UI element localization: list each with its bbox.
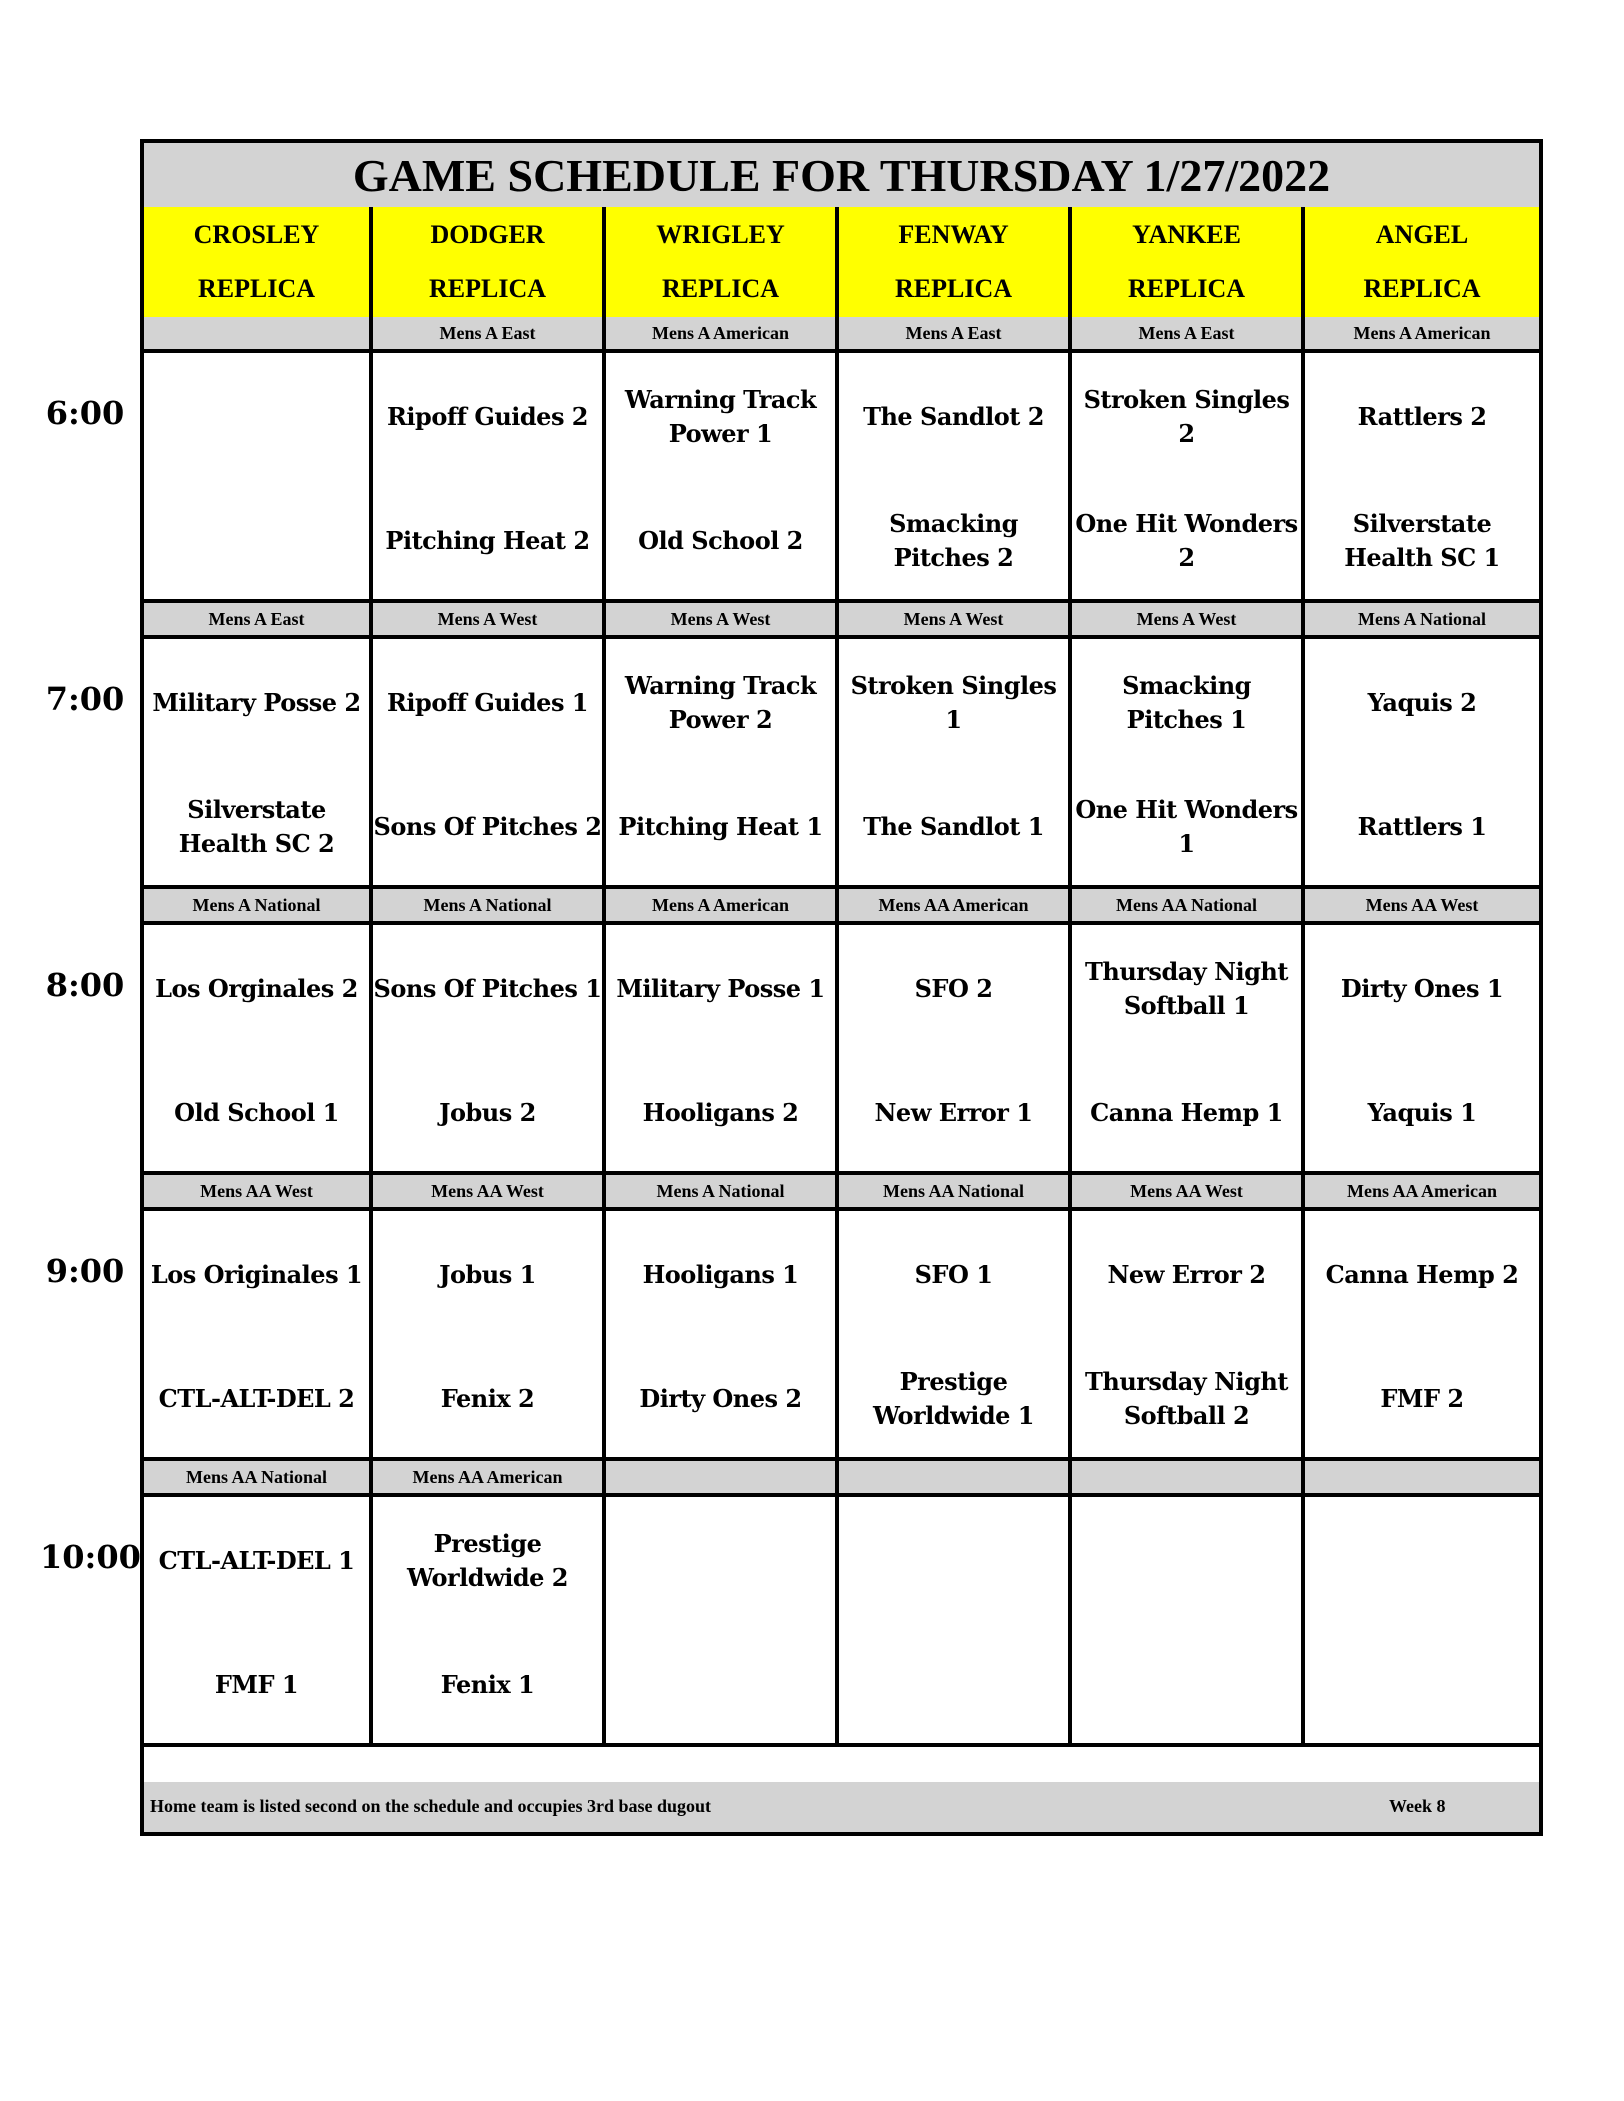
field-header-yankee	[1072, 207, 1305, 321]
division-label: Mens A East	[373, 317, 606, 353]
game-cell	[606, 1211, 839, 1461]
away-team: Warning Track Power 1	[624, 385, 817, 448]
home-team: Canna Hemp 1	[1090, 1098, 1283, 1127]
game-cell	[839, 925, 1072, 1175]
division-label: Mens AA West	[144, 1175, 373, 1211]
division-label: Mens A West	[373, 603, 606, 639]
field-subtitle: REPLICA	[428, 274, 546, 303]
division-label: Mens A West	[1072, 603, 1305, 639]
field-subtitle: REPLICA	[661, 274, 779, 303]
division-label: Mens AA National	[144, 1461, 373, 1497]
away-team: Hooligans 1	[642, 1260, 799, 1289]
home-team-note: Home team is listed second on the schedule and occupies 3rd base dugout	[150, 1796, 712, 1816]
home-team: Silverstate Health SC 2	[178, 795, 335, 858]
division-label: Mens A National	[606, 1175, 839, 1211]
schedule-table	[140, 139, 1543, 1836]
division-label: Mens A American	[606, 317, 839, 353]
home-team: Fenix 2	[440, 1384, 535, 1413]
game-cell	[373, 353, 606, 603]
week-label: Week 8	[1389, 1796, 1446, 1816]
game-cell	[606, 925, 839, 1175]
game-cell	[1305, 925, 1539, 1175]
division-label: Mens AA National	[839, 1175, 1072, 1211]
division-label	[144, 317, 373, 353]
game-cell	[373, 925, 606, 1175]
home-team: Hooligans 2	[642, 1098, 799, 1127]
field-subtitle: REPLICA	[894, 274, 1012, 303]
game-cell	[839, 1497, 1072, 1747]
game-cell	[1305, 1211, 1539, 1461]
division-label: Mens AA American	[1305, 1175, 1539, 1211]
time-label: 9:00	[45, 1252, 125, 1290]
away-team: Stroken Singles 1	[850, 671, 1057, 734]
division-label: Mens A East	[839, 317, 1072, 353]
home-team: Silverstate Health SC 1	[1344, 509, 1500, 572]
home-team: Yaquis 1	[1367, 1098, 1477, 1127]
field-name: WRIGLEY	[656, 220, 785, 249]
time-label: 6:00	[45, 394, 125, 432]
home-team: One Hit Wonders 2	[1075, 509, 1298, 572]
game-cell	[839, 639, 1072, 889]
division-label: Mens AA National	[1072, 889, 1305, 925]
division-label: Mens A East	[1072, 317, 1305, 353]
home-team: Sons Of Pitches 2	[373, 812, 602, 841]
game-cell	[1305, 639, 1539, 889]
home-team: Dirty Ones 2	[639, 1384, 802, 1413]
division-label	[606, 1461, 839, 1497]
away-team: Los Orginales 2	[155, 974, 358, 1003]
field-header-dodger	[373, 207, 606, 321]
game-cell	[1072, 1211, 1305, 1461]
time-label: 10:00	[40, 1538, 141, 1576]
division-label: Mens AA American	[839, 889, 1072, 925]
away-team: The Sandlot 2	[863, 402, 1044, 431]
division-label: Mens A West	[839, 603, 1072, 639]
away-team: Warning Track Power 2	[624, 671, 817, 734]
away-team: Prestige Worldwide 2	[407, 1529, 568, 1592]
away-team: CTL-ALT-DEL 1	[158, 1546, 355, 1575]
field-header-crosley	[144, 207, 373, 321]
field-header-fenway	[839, 207, 1072, 321]
game-cell	[606, 353, 839, 603]
home-team: Fenix 1	[440, 1670, 535, 1699]
field-name: YANKEE	[1132, 220, 1241, 249]
away-team: Rattlers 2	[1357, 402, 1487, 431]
away-team: SFO 1	[914, 1260, 993, 1289]
away-team: Dirty Ones 1	[1340, 974, 1504, 1003]
game-cell	[606, 639, 839, 889]
division-label	[1305, 1461, 1539, 1497]
game-cell	[606, 1497, 839, 1747]
game-cell	[144, 1211, 373, 1461]
division-label: Mens AA West	[373, 1175, 606, 1211]
time-label: 7:00	[45, 680, 125, 718]
game-cell	[1072, 639, 1305, 889]
field-name: DODGER	[430, 220, 545, 249]
game-cell	[144, 1497, 373, 1747]
division-label	[1072, 1461, 1305, 1497]
game-cell	[144, 639, 373, 889]
home-team: FMF 2	[1380, 1384, 1464, 1413]
home-team: Pitching Heat 2	[385, 526, 590, 555]
home-team: Old School 1	[174, 1098, 339, 1127]
away-team: Ripoff Guides 1	[386, 688, 589, 717]
away-team: Canna Hemp 2	[1325, 1260, 1519, 1289]
game-cell	[1072, 1497, 1305, 1747]
game-cell	[1305, 353, 1539, 603]
game-cell	[1305, 1497, 1539, 1747]
home-team: Old School 2	[638, 526, 803, 555]
division-label: Mens A West	[606, 603, 839, 639]
away-team: Yaquis 2	[1367, 688, 1477, 717]
field-header-wrigley	[606, 207, 839, 321]
game-cell	[144, 925, 373, 1175]
game-cell	[1072, 925, 1305, 1175]
game-cell	[839, 1211, 1072, 1461]
home-team: Prestige Worldwide 1	[873, 1367, 1034, 1430]
away-team: Jobus 1	[439, 1260, 536, 1289]
away-team: SFO 2	[914, 974, 993, 1003]
division-label: Mens A National	[1305, 603, 1539, 639]
away-team: Ripoff Guides 2	[386, 402, 589, 431]
field-subtitle: REPLICA	[1127, 274, 1245, 303]
division-label: Mens A American	[1305, 317, 1539, 353]
home-team: Rattlers 1	[1357, 812, 1487, 841]
home-team: Jobus 2	[439, 1098, 536, 1127]
away-team: Los Originales 1	[150, 1260, 363, 1289]
away-team: Thursday Night Softball 1	[1085, 957, 1288, 1020]
time-label: 8:00	[45, 966, 125, 1004]
game-cell	[144, 353, 373, 603]
home-team: Smacking Pitches 2	[889, 509, 1018, 572]
home-team: CTL-ALT-DEL 2	[158, 1384, 355, 1413]
away-team: Military Posse 1	[616, 974, 825, 1003]
away-team: Sons Of Pitches 1	[373, 974, 602, 1003]
field-name: FENWAY	[898, 220, 1009, 249]
schedule-footer	[144, 1782, 1539, 1832]
away-team: Smacking Pitches 1	[1122, 671, 1251, 734]
game-cell	[1072, 353, 1305, 603]
division-label: Mens AA West	[1305, 889, 1539, 925]
away-team: New Error 2	[1107, 1260, 1266, 1289]
division-label: Mens A National	[373, 889, 606, 925]
schedule-title: GAME SCHEDULE FOR THURSDAY 1/27/2022	[144, 143, 1539, 211]
game-cell	[373, 1211, 606, 1461]
division-label: Mens A American	[606, 889, 839, 925]
home-team: One Hit Wonders 1	[1075, 795, 1298, 858]
home-team: FMF 1	[214, 1670, 299, 1699]
field-subtitle: REPLICA	[1363, 274, 1481, 303]
division-label: Mens AA American	[373, 1461, 606, 1497]
division-label: Mens AA West	[1072, 1175, 1305, 1211]
division-label: Mens A National	[144, 889, 373, 925]
game-cell	[373, 1497, 606, 1747]
field-name: CROSLEY	[193, 220, 320, 249]
division-label	[839, 1461, 1072, 1497]
field-subtitle: REPLICA	[197, 274, 315, 303]
game-cell	[373, 639, 606, 889]
home-team: Pitching Heat 1	[618, 812, 823, 841]
field-header-angel	[1305, 207, 1539, 321]
division-label: Mens A East	[144, 603, 373, 639]
away-team: Military Posse 2	[152, 688, 361, 717]
away-team: Stroken Singles 2	[1083, 385, 1290, 448]
home-team: Thursday Night Softball 2	[1085, 1367, 1288, 1430]
home-team: New Error 1	[874, 1098, 1033, 1127]
home-team: The Sandlot 1	[863, 812, 1044, 841]
game-cell	[839, 353, 1072, 603]
field-name: ANGEL	[1375, 220, 1469, 249]
